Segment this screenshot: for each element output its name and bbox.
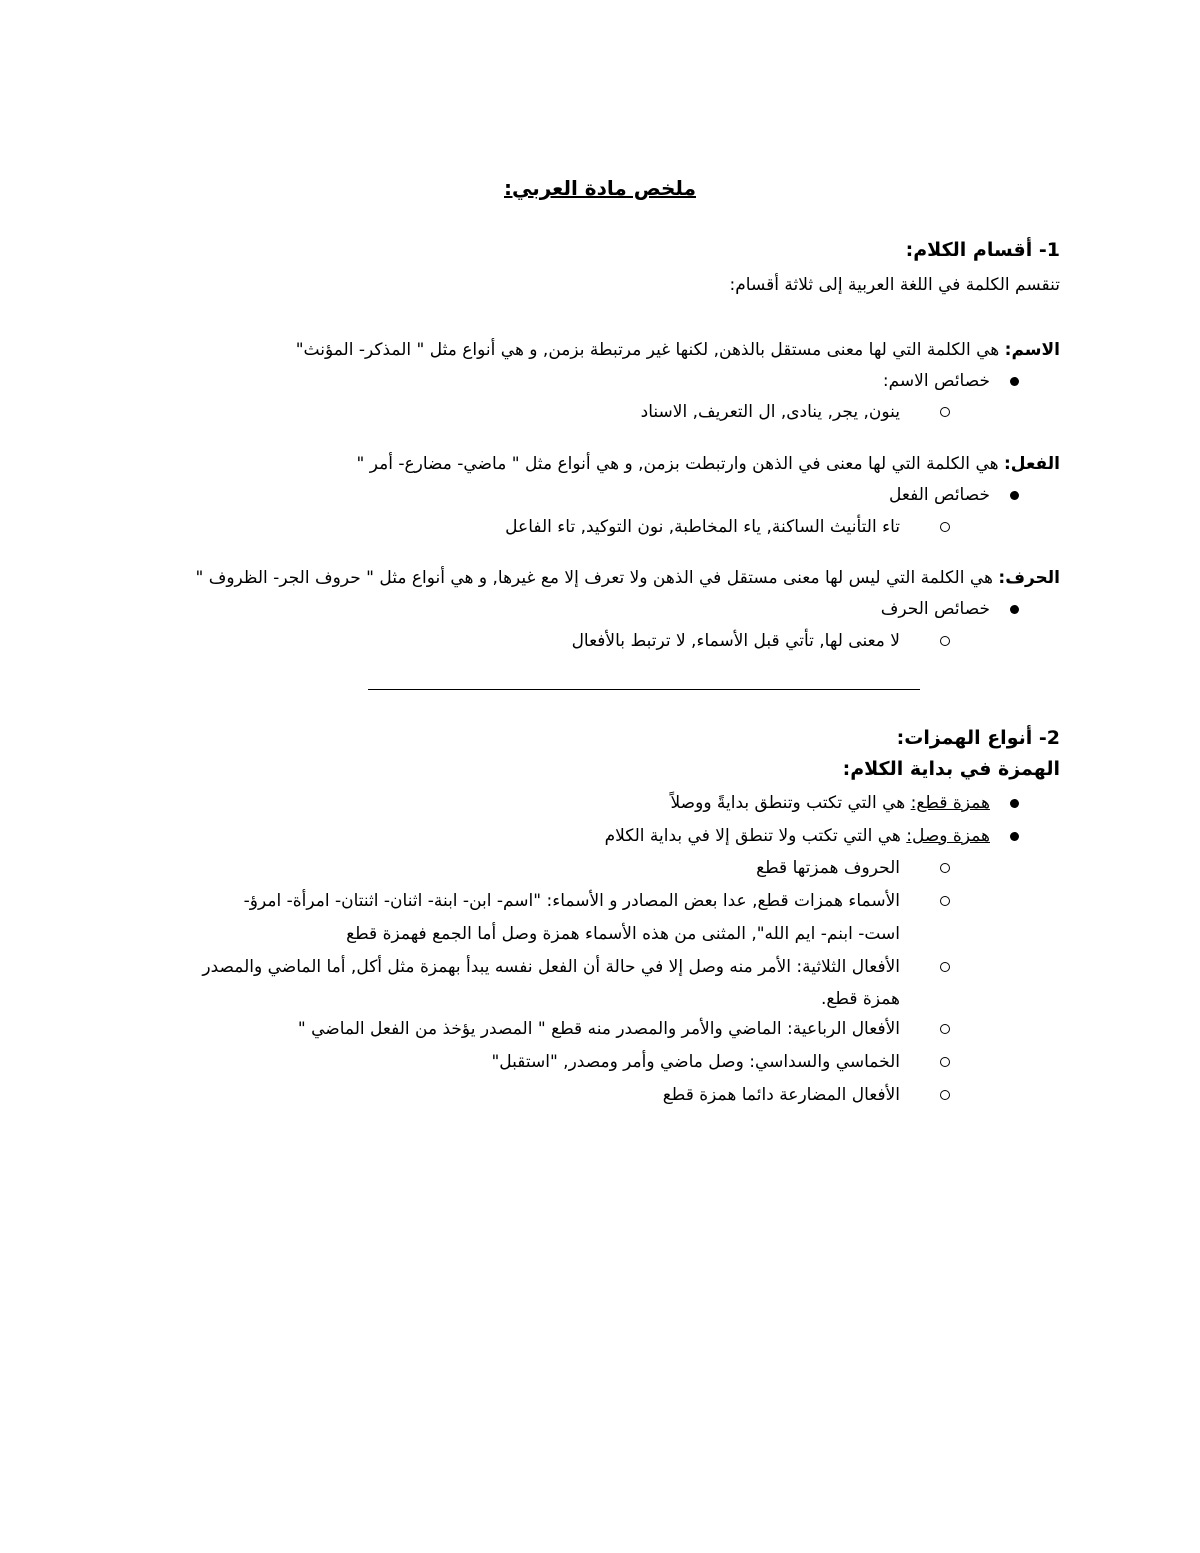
verb-features-label: خصائص الفعل <box>889 485 990 505</box>
particle-definition-text: هي الكلمة التي ليس لها معنى مستقل في الذهن ولا تعرف إلا مع غيرها, و هي أنواع مثل " حروف الجر- الظروف " <box>195 568 999 588</box>
verb-definition-text: هي الكلمة التي لها معنى في الذهن وارتبطت بزمن, و هي أنواع مثل " ماضي- مضارع- أمر " <box>356 454 1004 474</box>
hamza-wasl-line <box>605 824 990 848</box>
bullet-icon <box>1010 377 1019 386</box>
verb-term: الفعل: <box>1003 454 1060 474</box>
verb-definition <box>357 452 1060 476</box>
document-title: ملخص مادة العربي: <box>504 176 696 200</box>
hamza-qat-line <box>671 791 990 815</box>
noun-features: ينون, يجر, ينادى, ال التعريف, الاسناد <box>640 402 900 422</box>
hamza-item-nouns-cont: است- ابنم- ايم الله", المثنى من هذه الأسماء همزة وصل أما الجمع فهمزة قطع <box>346 924 900 944</box>
particle-features: لا معنى لها, تأتي قبل الأسماء, لا ترتبط بالأفعال <box>571 631 900 651</box>
bullet-icon <box>1010 491 1019 500</box>
circle-bullet-icon <box>940 863 950 873</box>
circle-bullet-icon <box>940 636 950 646</box>
hamza-qat-term: همزة قطع: <box>910 793 990 813</box>
hamza-item-quinqueliteral: الخماسي والسداسي: وصل ماضي وأمر ومصدر, "استقبل" <box>491 1052 900 1072</box>
hamza-qat-definition: هي التي تكتب وتنطق بدايةً ووصلاً <box>670 793 911 813</box>
section1-heading: 1- أقسام الكلام: <box>905 239 1060 261</box>
hamza-wasl-term: همزة وصل: <box>906 826 990 846</box>
section1-intro: تنقسم الكلمة في اللغة العربية إلى ثلاثة أقسام: <box>729 275 1060 295</box>
particle-features-label: خصائص الحرف <box>880 599 990 619</box>
section2-subheading: الهمزة في بداية الكلام: <box>842 758 1060 780</box>
section2-heading: 2- أنواع الهمزات: <box>896 727 1060 749</box>
section-divider <box>368 689 920 690</box>
bullet-icon <box>1010 799 1019 808</box>
noun-term: الاسم: <box>1004 340 1060 360</box>
verb-features: تاء التأنيث الساكنة, ياء المخاطبة, نون التوكيد, تاء الفاعل <box>505 517 900 537</box>
circle-bullet-icon <box>940 962 950 972</box>
bullet-icon <box>1010 832 1019 841</box>
noun-definition <box>296 338 1060 362</box>
noun-features-label: خصائص الاسم: <box>882 371 990 391</box>
circle-bullet-icon <box>940 1024 950 1034</box>
circle-bullet-icon <box>940 522 950 532</box>
hamza-item-nouns: الأسماء همزات قطع, عدا بعض المصادر و الأسماء: "اسم- ابن- ابنة- اثنان- اثنتان- امرأة- امرؤ- <box>243 891 900 911</box>
hamza-item-present: الأفعال المضارعة دائما همزة قطع <box>662 1085 900 1105</box>
hamza-item-triliteral: الأفعال الثلاثية: الأمر منه وصل إلا في حالة أن الفعل نفسه يبدأ بهمزة مثل أكل, أما الماضي والمصدر <box>202 957 900 977</box>
hamza-item-quadriliteral: الأفعال الرباعية: الماضي والأمر والمصدر منه قطع " المصدر يؤخذ من الفعل الماضي " <box>297 1019 900 1039</box>
hamza-item-letters: الحروف همزتها قطع <box>756 858 900 878</box>
circle-bullet-icon <box>940 896 950 906</box>
hamza-item-triliteral-cont: همزة قطع. <box>820 989 900 1009</box>
noun-definition-text: هي الكلمة التي لها معنى مستقل بالذهن, لكنها غير مرتبطة بزمن, و هي أنواع مثل " المذكر- المؤنث" <box>295 340 1005 360</box>
circle-bullet-icon <box>940 1090 950 1100</box>
circle-bullet-icon <box>940 1057 950 1067</box>
particle-definition <box>196 566 1061 590</box>
circle-bullet-icon <box>940 407 950 417</box>
particle-term: الحرف: <box>998 568 1060 588</box>
bullet-icon <box>1010 605 1019 614</box>
hamza-wasl-definition: هي التي تكتب ولا تنطق إلا في بداية الكلام <box>604 826 907 846</box>
